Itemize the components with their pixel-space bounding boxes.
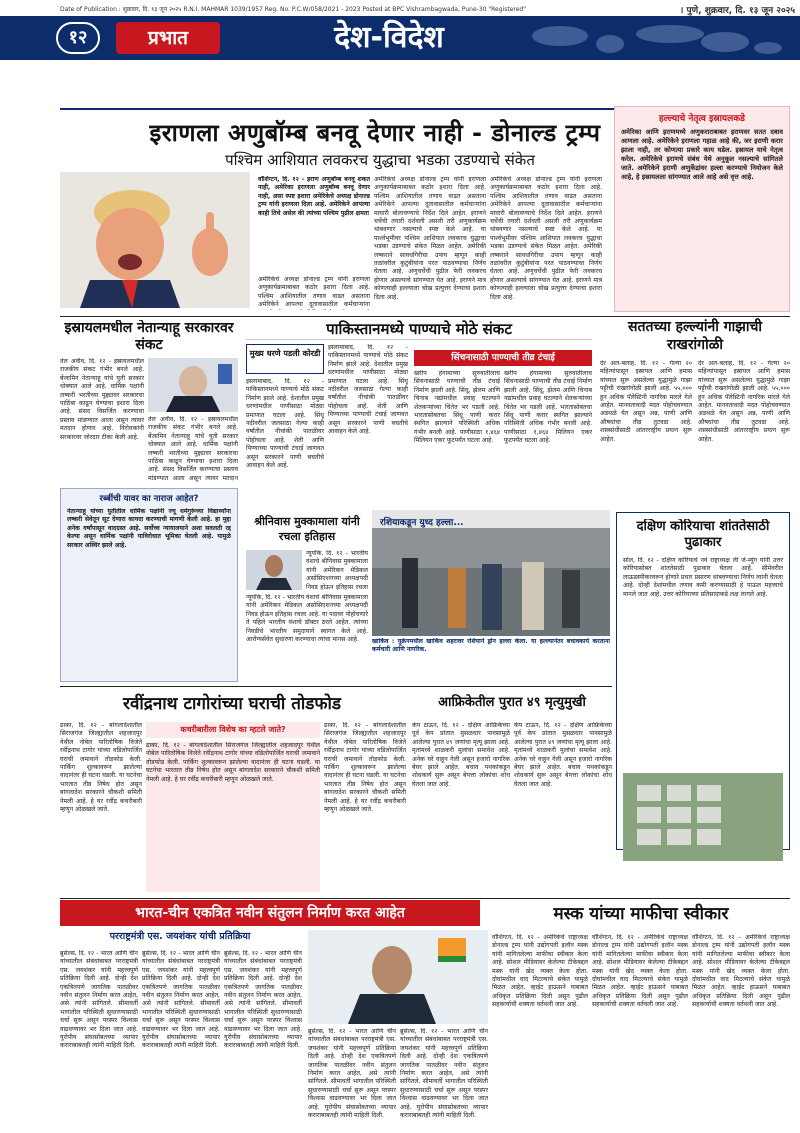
africa-headline: आफ्रिकेतील पुरात ४९ मृत्युमुखी (438, 695, 586, 710)
netanyahu-photo (148, 358, 238, 412)
india-china-body-col1: ब्रुसेल्स, दि. १२ - भारत आणि चीन यांच्यातील संबंधांबाबत परराष्ट्रमंत्री एस. जयशंकर यांनी महत्त्वपूर्ण प्रतिक्रिया दिली आहे. दोन्ही देश एकत्रितपणे जागतिक पातळीवर नवीन संतुलन निर्माण करत आहेत, असे त्यांनी सांगितले. सीमावर्ती भागातील परिस्थिती सुधारण्यासाठी चर्चा सुरू असून परस्पर विश्वास वाढवण्यावर भर दिला जात आहे. युरोपीय संघासोबतच्या व्यापार कराराबाबतही त्यांनी माहिती दिली. (60, 950, 138, 1050)
tagore-box (146, 722, 320, 738)
pub-line-text: Date of Publication : शुक्रवार, दि. १३ जून २०२५ R.N.I. MAHMAR 1039/1957 Reg. No. P.C.W/058/2021 - 2023 Posted at BPC Vishrambagwada, Pune-30 "Registered" (60, 6, 526, 13)
trump-photo (60, 172, 250, 308)
russia-caption: खार्किव : युक्रेनमधील खार्किव शहरावर रशियाने ड्रोन हल्ला केला. या हल्ल्यानंतर बचावकार्य करताना कर्मचारी आणि नागरिक. (372, 638, 610, 654)
row-divider-2 (60, 686, 612, 687)
israel-box-body: नेतान्याहू यांच्या युतीतील धार्मिक पक्षांनी ज्यू धर्मगुरूंच्या विद्यार्थ्यांना लष्करी सेवेतून सूट देणारा कायदा करण्याची मागणी केली आहे. हा मुद्दा अनेक वर्षांपासून वादग्रस्त आहे. सर्वोच्च न्यायालयाने अशा सवलती रद्द केल्या असून धार्मिक पक्षांनी याविरोधात भूमिका घेतली आहे. यामुळे सरकार अस्थिर झाले आहे. (67, 508, 231, 549)
lead-body-col3: अमेरिकेचे अध्यक्ष डोनाल्ड ट्रम्प यांनी इराणला अणुकार्यक्रमाबाबत कठोर इशारा दिला आहे. पश्चिम आशियातील तणाव वाढत असताना अमेरिकेने आपल्या दूतावासातील कर्मचाऱ्यांना माघारी बोलावण्याचे निर्देश दिले आहेत. इराणने चर्चेची तयारी दर्शवली असली तरी अणुकार्यक्रम थांबवणार नसल्याचे स्पष्ट केले आहे. या पार्श्वभूमीवर पश्चिम आशियात लवकरच युद्धाचा भडका उडण्याचे संकेत मिळत आहेत. अमेरिकी लष्कराने सावधगिरीचा उपाय म्हणून काही तळांवरील कुटुंबीयांना परत पाठवण्याचा निर्णय घेतला आहे. अणुचर्चेची पुढील फेरी लवकरच होणार असल्याचे सांगण्यात येत आहे. इराणने मात्र कोणत्याही हल्ल्याला चोख प्रत्युत्तर देण्याचा इशारा दिला आहे. (490, 176, 602, 301)
place-date: । पुणे, शुक्रवार, दि. १३ जून २०२५ (680, 5, 795, 16)
israel-body-col1: तेल अवीव, दि. १२ - इस्रायलमधील राजकीय संकट गंभीर बनले आहे. बेंजामिन नेतान्याहू यांचे युती सरकार धोक्यात आले आहे. धार्मिक पक्षांनी लष्करी भरतीच्या मुद्द्यावर सरकारचा पाठिंबा काढून घेण्याचा इशारा दिला आहे. संसद विसर्जित करण्याचा प्रस्ताव मांडण्यात आला असून त्यावर मतदान होणार आहे. विरोधकांनी सरकारवर जोरदार टीका केली आहे. (60, 358, 144, 441)
netanyahu-portrait-icon (148, 358, 238, 412)
section-title: देश-विदेश (334, 20, 444, 55)
world-map-icon (520, 20, 790, 56)
musk-body-col3: वॉशिंग्टन, दि. १२ - अमेरिकेचे राष्ट्राध्यक्ष डोनाल्ड ट्रम्प यांनी उद्योगपती इलॉन मस्क यांनी मागितलेल्या माफीचा स्वीकार केला आहे. सोशल मीडियावर केलेल्या टीकेबद्दल मस्क यांनी खेद व्यक्त केला होता. दोघांमधील वाद मिटल्याचे संकेत यामुळे मिळत आहेत. व्हाईट हाऊसने याबाबत अधिकृत प्रतिक्रिया दिली असून पुढील सहकार्याची शक्यता वर्तवली जात आहे. (692, 934, 790, 1009)
srinivas-body-b: न्यूयॉर्क, दि. १२ - भारतीय वंशाचे श्रीनिवास मुक्कामाला यांनी अमेरिकन मेडिकल असोसिएशनच्या अध्यक्षपदी निवड होऊन इतिहास रचला आहे. या पदावर पोहोचणारे ते पहिले भारतीय वंशाचे डॉक्टर ठरले आहेत. त्यांच्या निवडीचे भारतीय समुदायाने स्वागत केले आहे. आरोग्यसेवेत सुधारणा करण्याचा त्यांचा मानस आहे. (246, 594, 368, 644)
jaishankar-portrait-icon (308, 930, 488, 1024)
korea-headline: दक्षिण कोरियाचा शांततेसाठी पुढाकार (636, 519, 770, 550)
jaishankar-photo (308, 930, 488, 1024)
israel-headline: इस्रायलमधील नेतान्याहू सरकारवर संकट (64, 320, 234, 353)
srinivas-portrait-icon (246, 550, 302, 590)
lead-body-col2: अमेरिकेचे अध्यक्ष डोनाल्ड ट्रम्प यांनी इराणला अणुकार्यक्रमाबाबत कठोर इशारा दिला आहे. पश्चिम आशियातील तणाव वाढत असताना अमेरिकेने आपल्या दूतावासातील कर्मचाऱ्यांना माघारी बोलावण्याचे निर्देश दिले आहेत. इराणने चर्चेची तयारी दर्शवली असली तरी अणुकार्यक्रम थांबवणार नसल्याचे स्पष्ट केले आहे. या पार्श्वभूमीवर पश्चिम आशियात लवकरच युद्धाचा भडका उडण्याचे संकेत मिळत आहेत. अमेरिकी लष्कराने सावधगिरीचा उपाय म्हणून काही तळांवरील कुटुंबीयांना परत पाठवण्याचा निर्णय घेतला आहे. अणुचर्चेची पुढील फेरी लवकरच होणार असल्याचे सांगण्यात येत आहे. इराणने मात्र कोणत्याही हल्ल्याला चोख प्रत्युत्तर देण्याचा इशारा दिला आहे. (374, 176, 486, 301)
pakistan-box (246, 344, 324, 374)
israel-box-title: रब्बींची यावर का नाराज आहेत? (99, 494, 199, 504)
tagore-body-col2: ढाका, दि. १२ - बांगलादेशातील सिराजगंज जिल्ह्यातील शहजादपूर येथील नोबेल पारितोषिक विजेते रवींद्रनाथ टागोर यांच्या वडिलोपार्जित घराची जमावाने तोडफोड केली. पार्किंग शुल्कावरून झालेल्या वादानंतर ही घटना घडली. या घटनेचा भारतात तीव्र निषेध होत असून बांगलादेश सरकारने चौकशी समिती नेमली आहे. हे घर रवींद्र कचरीबारी म्हणून ओळखले जाते. (146, 742, 320, 892)
section-header-bar (0, 16, 800, 60)
lead-subhead: पश्चिम आशियात लवकरच युद्धाचा भडका उडण्याचे संकेत (225, 151, 535, 169)
tagore-headline: रवींद्रनाथ टागोरांच्या घराची तोडफोड (123, 694, 341, 714)
srinivas-headline: श्रीनिवास मुक्कामाला यांनी रचला इतिहास (254, 515, 360, 543)
row-divider-3 (60, 898, 790, 899)
pakistan-col3-body-a: खरीप हंगामाच्या सुरुवातीलाच सिंचनासाठी पाण्याची तीव्र टंचाई निर्माण झाली आहे. सिंधू, झेलम आणि चिनाब नद्यांमधील प्रवाह घटल्याने शेतकऱ्यांच्या चिंतेत भर पडली आहे. भारतासोबतचा सिंधू पाणी करार स्थगित झाल्याने परिस्थिती अधिक गंभीर बनली आहे. पाणीसाठा १,४६४ मिलियन एकर फूटपर्यंत घटला आहे. (414, 370, 500, 445)
brand-logo: प्रभात (116, 22, 220, 54)
sidebar-body: अमेरिका आणि इराणमध्ये अणुकराराबाबत इराणवर सतत दबाव आणला आहे. अमेरिकेने इराणला गहाळ आहे की, जर इराणी करार झाला नाही, तर कोणत्या प्रकारे काय घडेल. इस्रायल याचे नेतृत्व करेल. अमेरिकेचे इराणचे संबंध येथे अनुकूल नसल्याचे सांगितले जाते. अमेरिकेने इराणी अणुकेंद्रांवर हल्ला करण्याचे नियोजन केले आहे, हे इस्रायलला सांगण्यात आले आहे असे वृत्त आहे. (621, 128, 783, 181)
sidebar-box (614, 106, 790, 312)
india-china-body-col3: ब्रुसेल्स, दि. १२ - भारत आणि चीन यांच्यातील संबंधांबाबत परराष्ट्रमंत्री एस. जयशंकर यांनी महत्त्वपूर्ण प्रतिक्रिया दिली आहे. दोन्ही देश एकत्रितपणे जागतिक पातळीवर नवीन संतुलन निर्माण करत आहेत, असे त्यांनी सांगितले. सीमावर्ती भागातील परिस्थिती सुधारण्यासाठी चर्चा सुरू असून परस्पर विश्वास वाढवण्यावर भर दिला जात आहे. युरोपीय संघासोबतच्या व्यापार कराराबाबतही त्यांनी माहिती दिली. (224, 950, 302, 1050)
africa-body-col1: केप टाऊन, दि. १२ - दक्षिण आफ्रिकेच्या पूर्व केप प्रांतात मुसळधार पावसामुळे आलेल्या पुरात ४९ जणांचा मृत्यू झाला आहे. मृतांमध्ये शाळकरी मुलांचा समावेश आहे. अनेक घरे वाहून गेली असून हजारो नागरिक बेघर झाले आहेत. बचाव पथकांकडून शोधकार्य सुरू असून बेपत्ता लोकांचा शोध घेतला जात आहे. (412, 722, 510, 788)
tagore-body-col1: ढाका, दि. १२ - बांगलादेशातील सिराजगंज जिल्ह्यातील शहजादपूर येथील नोबेल पारितोषिक विजेते रवींद्रनाथ टागोर यांच्या वडिलोपार्जित घराची जमावाने तोडफोड केली. पार्किंग शुल्कावरून झालेल्या वादानंतर ही घटना घडली. या घटनेचा भारतात तीव्र निषेध होत असून बांगलादेश सरकारने चौकशी समिती नेमली आहे. हे घर रवींद्र कचरीबारी म्हणून ओळखले जाते. (60, 722, 142, 814)
musk-body-col2: वॉशिंग्टन, दि. १२ - अमेरिकेचे राष्ट्राध्यक्ष डोनाल्ड ट्रम्प यांनी उद्योगपती इलॉन मस्क यांनी मागितलेल्या माफीचा स्वीकार केला आहे. सोशल मीडियावर केलेल्या टीकेबद्दल मस्क यांनी खेद व्यक्त केला होता. दोघांमधील वाद मिटल्याचे संकेत यामुळे मिळत आहेत. व्हाईट हाऊसने याबाबत अधिकृत प्रतिक्रिया दिली असून पुढील सहकार्याची शक्यता वर्तवली जात आहे. (592, 934, 688, 1009)
gaza-body-col2: देर अल-बलाह, दि. १२ - गेल्या २० महिन्यांपासून इस्रायल आणि हमास यांच्यात सुरू असलेल्या युद्धामुळे गाझा पट्टीची राखरांगोळी झाली आहे. ५५,००० हून अधिक पॅलेस्टिनी नागरिक मारले गेले आहेत. मानवतावादी मदत पोहोचवण्यात अडथळे येत असून अन्न, पाणी आणि औषधांचा तीव्र तुटवडा आहे. शस्त्रसंधीसाठी आंतरराष्ट्रीय प्रयत्न सुरू आहेत. (698, 360, 790, 443)
gaza-body-col1: देर अल-बलाह, दि. १२ - गेल्या २० महिन्यांपासून इस्रायल आणि हमास यांच्यात सुरू असलेल्या युद्धामुळे गाझा पट्टीची राखरांगोळी झाली आहे. ५५,००० हून अधिक पॅलेस्टिनी नागरिक मारले गेले आहेत. मानवतावादी मदत पोहोचवण्यात अडथळे येत असून अन्न, पाणी आणि औषधांचा तीव्र तुटवडा आहे. शस्त्रसंधीसाठी आंतरराष्ट्रीय प्रयत्न सुरू आहेत. (600, 360, 692, 443)
page-number: १२ (56, 22, 100, 54)
publication-line (60, 2, 795, 16)
israel-body-col2: तेल अवीव, दि. १२ - इस्रायलमधील राजकीय संकट गंभीर बनले आहे. बेंजामिन नेतान्याहू यांचे युती सरकार धोक्यात आले आहे. धार्मिक पक्षांनी लष्करी भरतीच्या मुद्द्यावर सरकारचा पाठिंबा काढून घेण्याचा इशारा दिला आहे. संसद विसर्जित करण्याचा प्रस्ताव मांडण्यात आला असून त्यावर मतदान (148, 416, 238, 482)
pakistan-col3-title: सिंचनासाठी पाण्याची तीव्र टंचाई (414, 350, 592, 366)
srinivas-body-a: न्यूयॉर्क, दि. १२ - भारतीय वंशाचे श्रीनिवास मुक्कामाला यांनी अमेरिकन मेडिकल असोसिएशनच्या अध्यक्षपदी निवड होऊन इतिहास रचला (306, 550, 368, 590)
srinivas-photo (246, 550, 302, 590)
pakistan-body-col1: इस्लामाबाद, दि. १२ - पाकिस्तानमध्ये पाण्याचे मोठे संकट निर्माण झाले आहे. देशातील प्रमुख धरणांमधील पाणीसाठा मोठ्या प्रमाणात घटला आहे. सिंधू नदीवरील जलसाठा गेल्या काही वर्षांतील नीचांकी पातळीवर पोहोचला आहे. शेती आणि पिण्याच्या पाण्याची टंचाई जाणवत असून सरकारने पाणी बचतीचे आवाहन केले आहे. (246, 378, 324, 470)
gaza-headline: सततच्या हल्ल्यांनी गाझाची राखरांगोळी (628, 319, 762, 353)
pakistan-box-title: मुख्य धरणे पडली कोरडी (249, 349, 321, 358)
loudspeaker-array-icon (623, 773, 783, 861)
israel-box (60, 488, 238, 682)
lead-intro: वॉशिंग्टन, दि. १२ - इराण अणुबॉम्ब बनवू शकत नाही, अमेरिका इराणला अणुबॉम्ब बनवू देणार नाही, असा स्पष्ट इशारा अमेरिकेचे अध्यक्ष डोनाल्ड ट्रम्प यांनी इराणला दिला आहे. अमेरिकेने आपल्या काही तिथे असेल की त्यांच्या पश्चिम पुढील क्षमता (258, 176, 370, 217)
india-china-body-col4: ब्रुसेल्स, दि. १२ - भारत आणि चीन यांच्यातील संबंधांबाबत परराष्ट्रमंत्री एस. जयशंकर यांनी महत्त्वपूर्ण प्रतिक्रिया दिली आहे. दोन्ही देश एकत्रितपणे जागतिक पातळीवर नवीन संतुलन निर्माण करत आहेत, असे त्यांनी सांगितले. सीमावर्ती भागातील परिस्थिती सुधारण्यासाठी चर्चा सुरू असून परस्पर विश्वास वाढवण्यावर भर दिला जात आहे. युरोपीय संघासोबतच्या व्यापार कराराबाबतही त्यांनी माहिती दिली. (308, 1028, 396, 1120)
africa-body-col2: केप टाऊन, दि. १२ - दक्षिण आफ्रिकेच्या पूर्व केप प्रांतात मुसळधार पावसामुळे आलेल्या पुरात ४९ जणांचा मृत्यू झाला आहे. मृतांमध्ये शाळकरी मुलांचा समावेश आहे. अनेक घरे वाहून गेली असून हजारो नागरिक बेघर झाले आहेत. बचाव पथकांकडून शोधकार्य सुरू असून बेपत्ता लोकांचा शोध घेतला जात आहे. (514, 722, 612, 788)
lead-headline: इराणला अणुबॉम्ब बनवू देणार नाही - डोनाल्ड ट्रम्प (149, 119, 601, 147)
korea-box (616, 512, 790, 850)
tagore-box-title: कचरीबारीला विशेष का म्हटले जाते? (180, 725, 286, 734)
russia-attack-photo (372, 528, 610, 636)
lead-body-col1: अमेरिकेचे अध्यक्ष डोनाल्ड ट्रम्प यांनी इराणला अणुकार्यक्रमाबाबत कठोर इशारा दिला आहे. पश्चिम आशियातील तणाव वाढत असताना अमेरिकेने आपल्या दूतावासातील कर्मचाऱ्यांना (258, 276, 370, 309)
pakistan-headline: पाकिस्तानमध्ये पाण्याचे मोठे संकट (246, 318, 592, 340)
russia-label-bar (372, 510, 610, 528)
russia-label: रशियाकडून युध्द हल्ला... (380, 518, 464, 528)
tagore-body-col3: ढाका, दि. १२ - बांगलादेशातील सिराजगंज जिल्ह्यातील शहजादपूर येथील नोबेल पारितोषिक विजेते रवींद्रनाथ टागोर यांच्या वडिलोपार्जित घराची जमावाने तोडफोड केली. पार्किंग शुल्कावरून झालेल्या वादानंतर ही घटना घडली. या घटनेचा भारतात तीव्र निषेध होत असून बांगलादेश सरकारने चौकशी समिती नेमली आहे. हे घर रवींद्र कचरीबारी म्हणून ओळखले जाते. (324, 722, 406, 814)
pakistan-col3-body-b: खरीप हंगामाच्या सुरुवातीलाच सिंचनासाठी पाण्याची तीव्र टंचाई निर्माण झाली आहे. सिंधू, झेलम आणि चिनाब नद्यांमधील प्रवाह घटल्याने शेतकऱ्यांच्या चिंतेत भर पडली आहे. भारतासोबतचा सिंधू पाणी करार स्थगित झाल्याने परिस्थिती अधिक गंभीर बनली आहे. पाणीसाठा १,४६४ मिलियन एकर फूटपर्यंत घटला आहे. (504, 370, 592, 445)
musk-headline: मस्क यांच्या माफीचा स्वीकार (553, 904, 729, 924)
india-china-subhead: परराष्ट्रमंत्री एस. जयशंकर यांची प्रतिक्रिया (109, 931, 251, 942)
india-china-body-col2: ब्रुसेल्स, दि. १२ - भारत आणि चीन यांच्यातील संबंधांबाबत परराष्ट्रमंत्री एस. जयशंकर यांनी महत्त्वपूर्ण प्रतिक्रिया दिली आहे. दोन्ही देश एकत्रितपणे जागतिक पातळीवर नवीन संतुलन निर्माण करत आहेत, असे त्यांनी सांगितले. सीमावर्ती भागातील परिस्थिती सुधारण्यासाठी चर्चा सुरू असून परस्पर विश्वास वाढवण्यावर भर दिला जात आहे. युरोपीय संघासोबतच्या व्यापार कराराबाबतही त्यांनी माहिती दिली. (142, 950, 220, 1050)
musk-body-col1: वॉशिंग्टन, दि. १२ - अमेरिकेचे राष्ट्राध्यक्ष डोनाल्ड ट्रम्प यांनी उद्योगपती इलॉन मस्क यांनी मागितलेल्या माफीचा स्वीकार केला आहे. सोशल मीडियावर केलेल्या टीकेबद्दल मस्क यांनी खेद व्यक्त केला होता. दोघांमधील वाद मिटल्याचे संकेत यामुळे मिळत आहेत. व्हाईट हाऊसने याबाबत अधिकृत प्रतिक्रिया दिली असून पुढील सहकार्याची शक्यता वर्तवली जात आहे. (492, 934, 588, 1009)
row-divider-1 (60, 316, 790, 317)
korea-speakers-photo (623, 773, 783, 861)
sidebar-title: हल्ल्याचे नेतृत्व इस्रायलकडे (659, 114, 745, 124)
korea-body: सोल, दि. १२ - दक्षिण कोरियाचे नवे राष्ट्राध्यक्ष ली जे-म्युंग यांनी उत्तर कोरियासोबत शांततेसाठी पुढाकार घेतला आहे. सीमेवरील लाऊडस्पीकरवरून होणारे प्रचार प्रसारण थांबवण्याचा निर्णय त्यांनी घेतला आहे. दोन्ही देशांमधील तणाव कमी करण्यासाठी हे पाऊल महत्त्वाचे मानले जात आहे. उत्तर कोरियाच्या प्रतिसादाकडे लक्ष लागले आहे. (623, 557, 783, 598)
rescue-scene-icon (372, 528, 610, 636)
india-china-headline: भारत-चीन एकत्रित नवीन संतुलन निर्माण करत आहेत (60, 900, 480, 926)
india-china-body-col5: ब्रुसेल्स, दि. १२ - भारत आणि चीन यांच्यातील संबंधांबाबत परराष्ट्रमंत्री एस. जयशंकर यांनी महत्त्वपूर्ण प्रतिक्रिया दिली आहे. दोन्ही देश एकत्रितपणे जागतिक पातळीवर नवीन संतुलन निर्माण करत आहेत, असे त्यांनी सांगितले. सीमावर्ती भागातील परिस्थिती सुधारण्यासाठी चर्चा सुरू असून परस्पर विश्वास वाढवण्यावर भर दिला जात आहे. युरोपीय संघासोबतच्या व्यापार कराराबाबतही त्यांनी माहिती दिली. (400, 1028, 488, 1120)
pakistan-body-col2: इस्लामाबाद, दि. १२ - पाकिस्तानमध्ये पाण्याचे मोठे संकट निर्माण झाले आहे. देशातील प्रमुख धरणांमधील पाणीसाठा मोठ्या प्रमाणात घटला आहे. सिंधू नदीवरील जलसाठा गेल्या काही वर्षांतील नीचांकी पातळीवर पोहोचला आहे. शेती आणि पिण्याच्या पाण्याची टंचाई जाणवत असून सरकारने पाणी बचतीचे आवाहन केले आहे. (328, 344, 408, 436)
trump-illustration-icon (60, 172, 250, 308)
